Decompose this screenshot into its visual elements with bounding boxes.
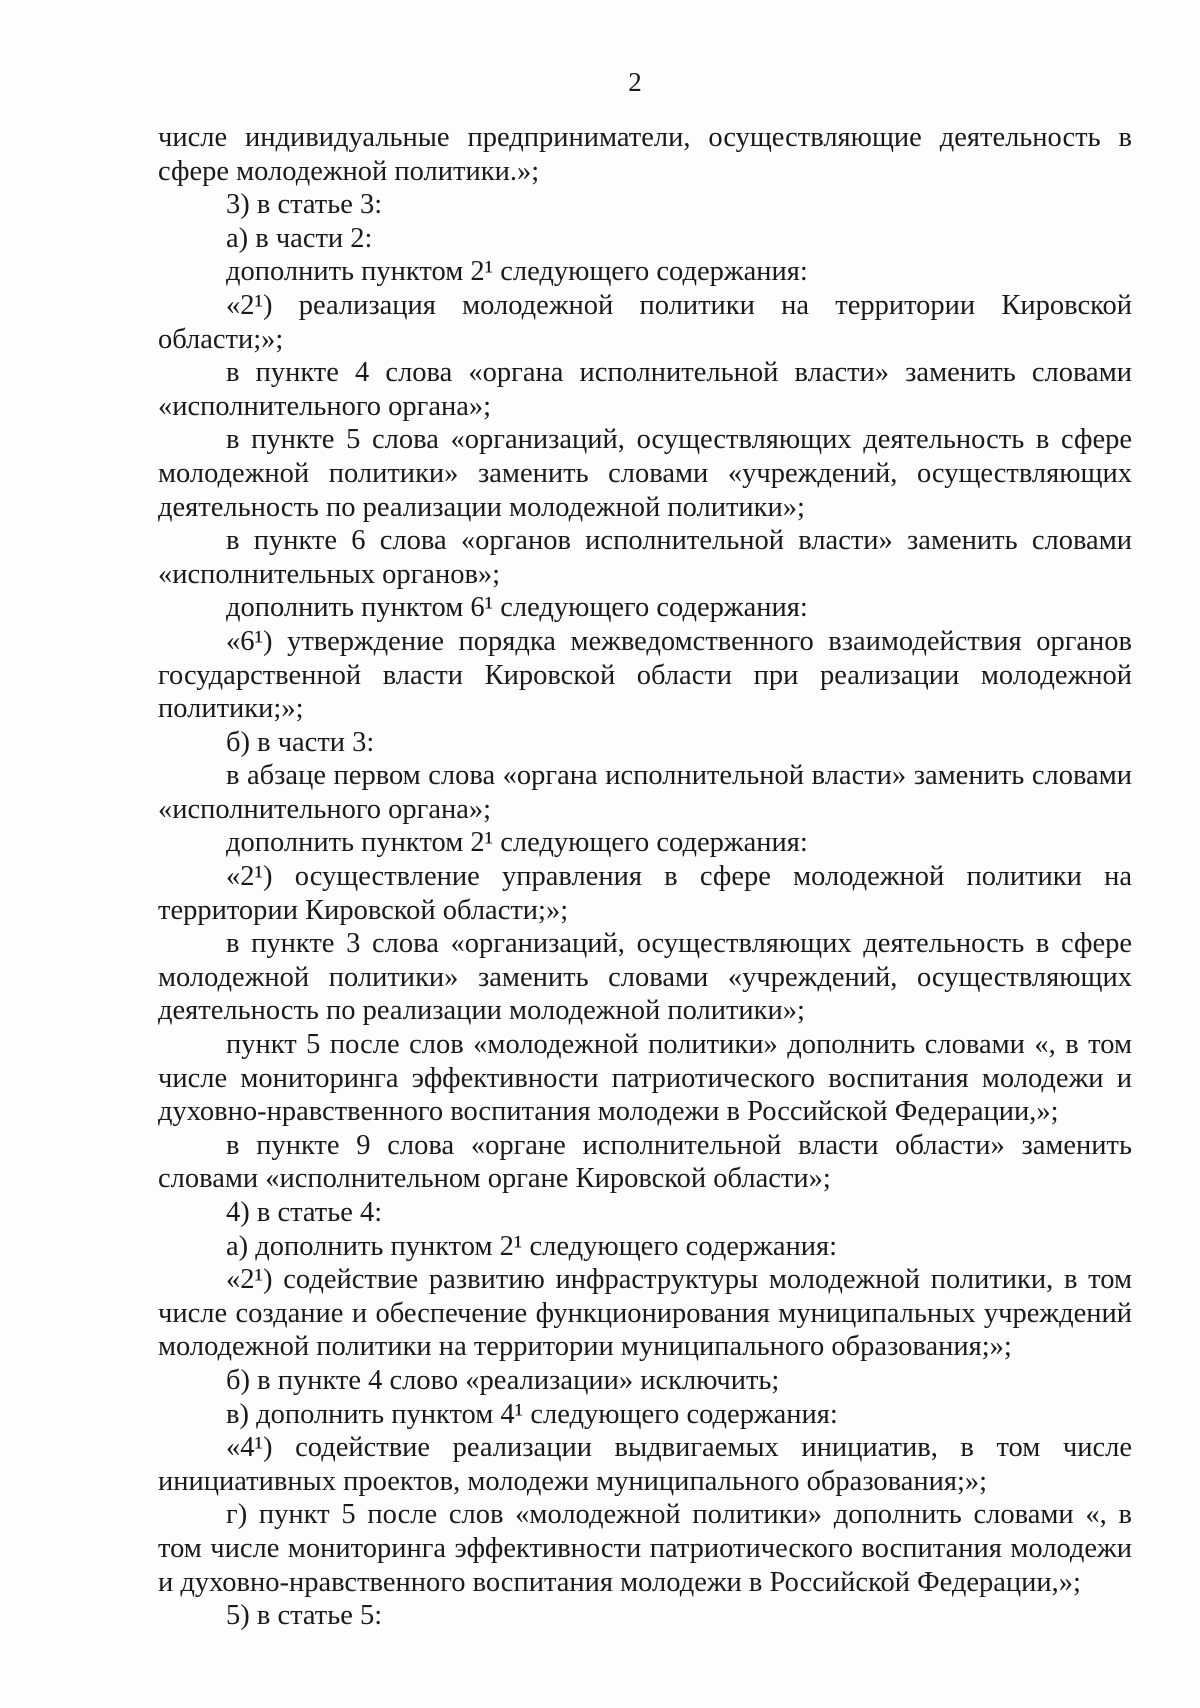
- paragraph: б) в пункте 4 слово «реализации» исключить;: [226, 1364, 780, 1396]
- paragraph: б) в части 3:: [226, 726, 375, 758]
- paragraph: дополнить пунктом 2¹ следующего содержания:: [226, 256, 808, 288]
- document-body: [158, 121, 1132, 1633]
- page-number: 2: [628, 67, 642, 97]
- paragraph: пункт 5 после слов «молодежной политики» дополнить словами «, в том числе мониторинга эффективности патриотического воспитания молодежи и духовно-нравственного воспитания молодежи в Российской Федерации,»;: [158, 1029, 1132, 1128]
- paragraph: «2¹) осуществление управления в сфере молодежной политики на территории Кировской области;»;: [158, 861, 1132, 926]
- paragraph: г) пункт 5 после слов «молодежной политики» дополнить словами «, в том числе мониторинга эффективности патриотического воспитания молодежи и духовно-нравственного воспитания молодежи в Российской Федерации,»;: [158, 1499, 1132, 1598]
- paragraph: в абзаце первом слова «органа исполнительной власти» заменить словами «исполнительного органа»;: [158, 760, 1132, 825]
- paragraph: «2¹) содействие развитию инфраструктуры молодежной политики, в том числе создание и обеспечение функционирования муниципальных учреждений молодежной политики на территории муниципального образования;»;: [158, 1264, 1132, 1363]
- paragraph: 3) в статье 3:: [226, 189, 383, 221]
- paragraph: дополнить пунктом 6¹ следующего содержания:: [226, 592, 808, 624]
- paragraph: 5) в статье 5:: [226, 1600, 383, 1632]
- paragraph: «2¹) реализация молодежной политики на территории Кировской области;»;: [158, 289, 1132, 355]
- paragraph: числе индивидуальные предприниматели, осуществляющие деятельность в сфере молодежной политики.»;: [158, 122, 1132, 187]
- paragraph: в пункте 6 слова «органов исполнительной власти» заменить словами «исполнительных органов»;: [158, 525, 1132, 590]
- paragraph: в пункте 3 слова «организаций, осуществляющих деятельность в сфере молодежной политики» заменить словами «учреждений, осуществляющих деятельность по реализации молодежной политики»;: [158, 928, 1132, 1027]
- paragraph: в) дополнить пунктом 4¹ следующего содержания:: [226, 1398, 838, 1430]
- paragraph: «4¹) содействие реализации выдвигаемых инициатив, в том числе инициативных проектов, молодежи муниципального образования;»;: [158, 1432, 1132, 1497]
- paragraph: в пункте 9 слова «органе исполнительной власти области» заменить словами «исполнительном органе Кировской области»;: [158, 1129, 1132, 1195]
- paragraph: а) дополнить пунктом 2¹ следующего содержания:: [226, 1230, 838, 1262]
- paragraph: «6¹) утверждение порядка межведомственного взаимодействия органов государственной власти Кировской области при реализации молодежной политики;»;: [158, 625, 1132, 725]
- paragraph: а) в части 2:: [226, 222, 373, 254]
- paragraph: 4) в статье 4:: [226, 1197, 383, 1228]
- paragraph: в пункте 5 слова «организаций, осуществляющих деятельность в сфере молодежной политики» заменить словами «учреждений, осуществляющих деятельность по реализации молодежной политики»;: [158, 424, 1132, 523]
- paragraph: в пункте 4 слова «органа исполнительной власти» заменить словами «исполнительного органа»;: [158, 357, 1132, 422]
- paragraph: дополнить пунктом 2¹ следующего содержания:: [226, 827, 808, 859]
